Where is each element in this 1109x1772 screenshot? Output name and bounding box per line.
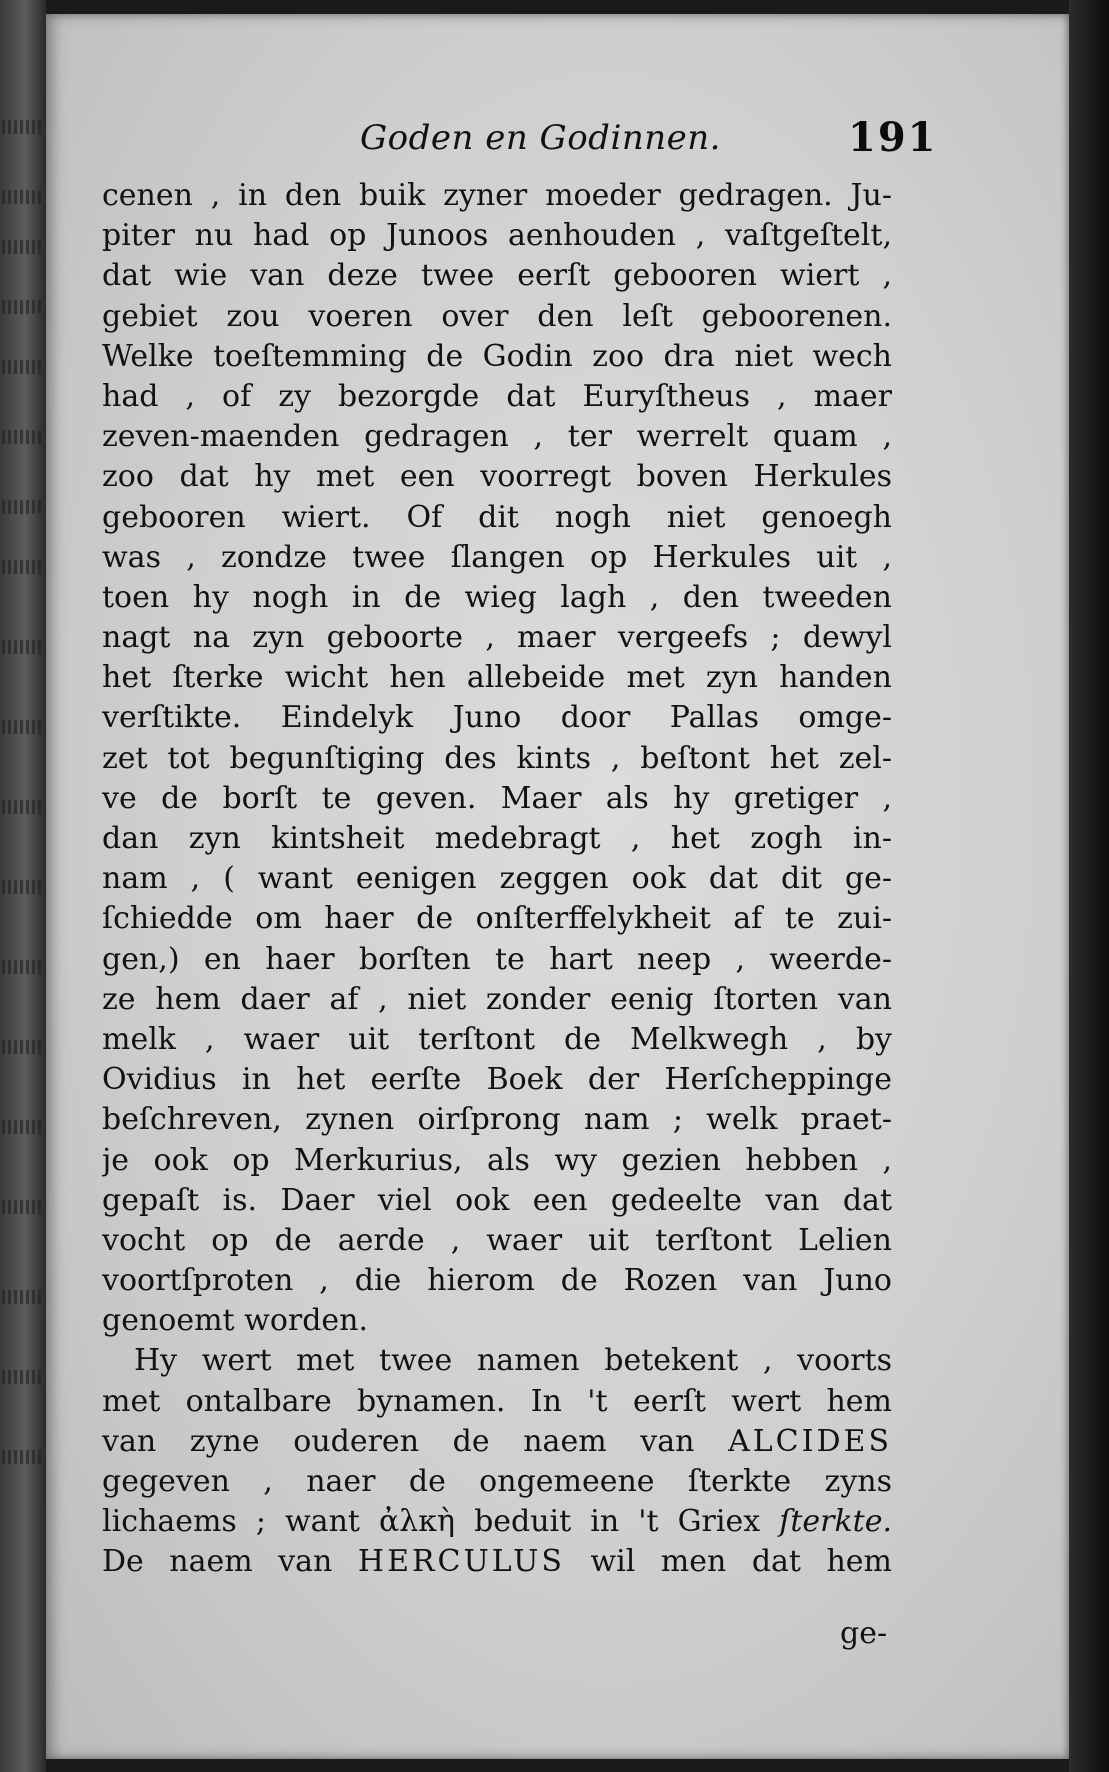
text-line: gegeven , naer de ongemeene ſterkte zyns (102, 1464, 892, 1499)
text-fragment: De naem van (102, 1544, 333, 1580)
name-hercules: HERCULUS (357, 1544, 565, 1580)
text-line: zet tot begunſtiging des kints , beſtont het zel- (102, 740, 892, 776)
catchword: ge- (840, 1616, 888, 1651)
running-title: Goden en Godinnen. (360, 118, 721, 158)
page-header (96, 108, 938, 168)
scan-background-right (1069, 0, 1109, 1772)
text-line: gen,) en haer borſten te hart neep , weerde- (102, 941, 892, 977)
text-line-greek (102, 1502, 892, 1542)
text-line: was , zondze twee ſlangen op Herkules uit , (102, 539, 892, 575)
text-line: had , of zy bezorgde dat Euryſtheus , maer (102, 378, 892, 414)
name-alcides: ALCIDES (728, 1423, 892, 1459)
text-line: ſchiedde om haer de onſterffelykheit af te zui- (102, 901, 892, 937)
text-line: ve de borſt te geven. Maer als hy gretiger , (102, 780, 892, 816)
body-text (102, 176, 892, 1583)
text-line: cenen , in den buik zyner moeder gedragen. Ju- (102, 178, 892, 213)
page-number: 191 (848, 114, 938, 161)
text-line: dan zyn kintsheit medebragt , het zogh in- (102, 821, 892, 856)
book-page (46, 14, 1069, 1759)
text-line: zoo dat hy met een voorregt boven Herkules (102, 459, 892, 495)
text-fragment: lichaems ; want (102, 1504, 360, 1540)
text-line: verſtikte. Eindelyk Juno door Pallas omge- (102, 700, 892, 736)
text-line: het ſterke wicht hen allebeide met zyn handen (102, 660, 892, 696)
text-line: ze hem daer af , niet zonder eenig ſtorten van (102, 981, 892, 1017)
text-line: je ook op Merkurius, als wy gezien hebben , (102, 1142, 892, 1178)
text-fragment: wil men dat hem (590, 1544, 892, 1580)
text-line: nagt na zyn geboorte , maer vergeefs ; dewyl (102, 620, 892, 656)
greek-word: ἀλκὴ (379, 1504, 456, 1540)
text-line: voortſproten , die hierom de Rozen van Juno (102, 1263, 892, 1299)
text-line-alcides (102, 1422, 892, 1462)
text-fragment: van zyne ouderen de naem van (102, 1423, 695, 1459)
text-line: genoemt worden. (102, 1303, 369, 1339)
text-fragment: beduit in 't Griex (474, 1504, 761, 1540)
text-line: vocht op de aerde , waer uit terſtont Lelien (102, 1222, 892, 1258)
text-line: dat wie van deze twee eerſt gebooren wiert , (102, 258, 892, 294)
text-line: zeven-maenden gedragen , ter werrelt quam , (102, 419, 892, 455)
text-line: Ovidius in het eerſte Boek der Herſcheppinge (102, 1062, 892, 1098)
text-line: Hy wert met twee namen betekent , voorts (134, 1343, 892, 1379)
word-sterkte: ſterkte. (779, 1504, 892, 1540)
text-line: gebiet zou voeren over den leſt geboorenen. (102, 298, 892, 334)
text-line: toen hy nogh in de wieg lagh , den tweeden (102, 579, 892, 615)
adjacent-page-edge (0, 0, 46, 1772)
text-line: Welke toeſtemming de Godin zoo dra niet wech (102, 338, 892, 374)
text-line: piter nu had op Junoos aenhouden , vaſtgeſtelt, (102, 218, 892, 254)
text-line: melk , waer uit terſtont de Melkwegh , by (102, 1021, 892, 1057)
text-line-hercules (102, 1542, 892, 1582)
text-line: gepaſt is. Daer viel ook een gedeelte van dat (102, 1182, 892, 1218)
text-line: nam , ( want eenigen zeggen ook dat dit ge- (102, 861, 892, 897)
text-line: beſchreven, zynen oirſprong nam ; welk praet- (102, 1102, 892, 1138)
text-line: gebooren wiert. Of dit nogh niet genoegh (102, 499, 892, 535)
text-line: met ontalbare bynamen. In 't eerſt wert hem (102, 1383, 892, 1419)
